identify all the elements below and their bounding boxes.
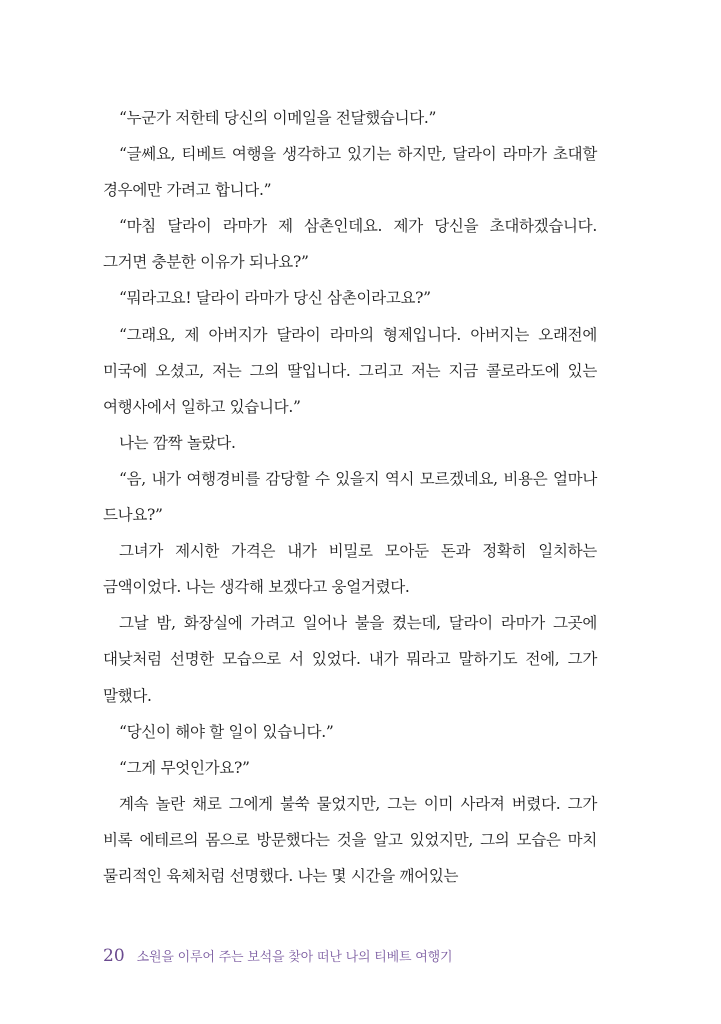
paragraph: “그게 무엇인가요?” (119, 758, 250, 777)
paragraph: “마침 달라이 라마가 제 삼촌인데요. 제가 당신을 초대하겠습니다. 그거면 충분한 이유가 되나요?” (103, 217, 597, 272)
body-text (103, 100, 597, 894)
paragraph: “글쎄요, 티베트 여행을 생각하고 있기는 하지만, 달라이 라마가 초대할 경우에만 가려고 합니다.” (103, 145, 597, 200)
paragraph: “음, 내가 여행경비를 감당할 수 있을지 역시 모르겠네요, 비용은 얼마나 드나요?” (103, 469, 597, 525)
paragraph: 그녀가 제시한 가격은 내가 비밀로 모아둔 돈과 정확히 일치하는 금액이었다. 나는 생각해 보겠다고 웅얼거렸다. (103, 542, 597, 597)
paragraph: 계속 놀란 채로 그에게 불쑥 물었지만, 그는 이미 사라져 버렸다. 그가 비록 에테르의 몸으로 방문했다는 것을 알고 있었지만, 그의 모습은 마치 물리적인 육체처럼 선명했다. 나는 몇 시간을 깨어있는 (103, 794, 597, 885)
paragraph: 나는 깜짝 놀랐다. (119, 433, 236, 452)
paragraph: 그날 밤, 화장실에 가려고 일어나 불을 켰는데, 달라이 라마가 그곳에 대낮처럼 선명한 모습으로 서 있었다. 내가 뭐라고 말하기도 전에, 그가 말했다. (103, 614, 597, 705)
paragraph: “누군가 저한테 당신의 이메일을 전달했습니다.” (119, 109, 437, 127)
page-number: 20 (103, 946, 125, 966)
paragraph: “그래요, 제 아버지가 달라이 라마의 형제입니다. 아버지는 오래전에 미국에 오셨고, 저는 그의 딸입니다. 그리고 저는 지금 콜로라도에 있는 여행사에서 일하고 있습니다.” (103, 325, 597, 416)
page-footer (103, 946, 452, 970)
paragraph: “뭐라고요! 달라이 라마가 당신 삼촌이라고요?” (119, 289, 431, 308)
running-title: 소원을 이루어 주는 보석을 찾아 떠난 나의 티베트 여행기 (136, 950, 453, 965)
paragraph: “당신이 해야 할 일이 있습니다.” (119, 722, 334, 741)
